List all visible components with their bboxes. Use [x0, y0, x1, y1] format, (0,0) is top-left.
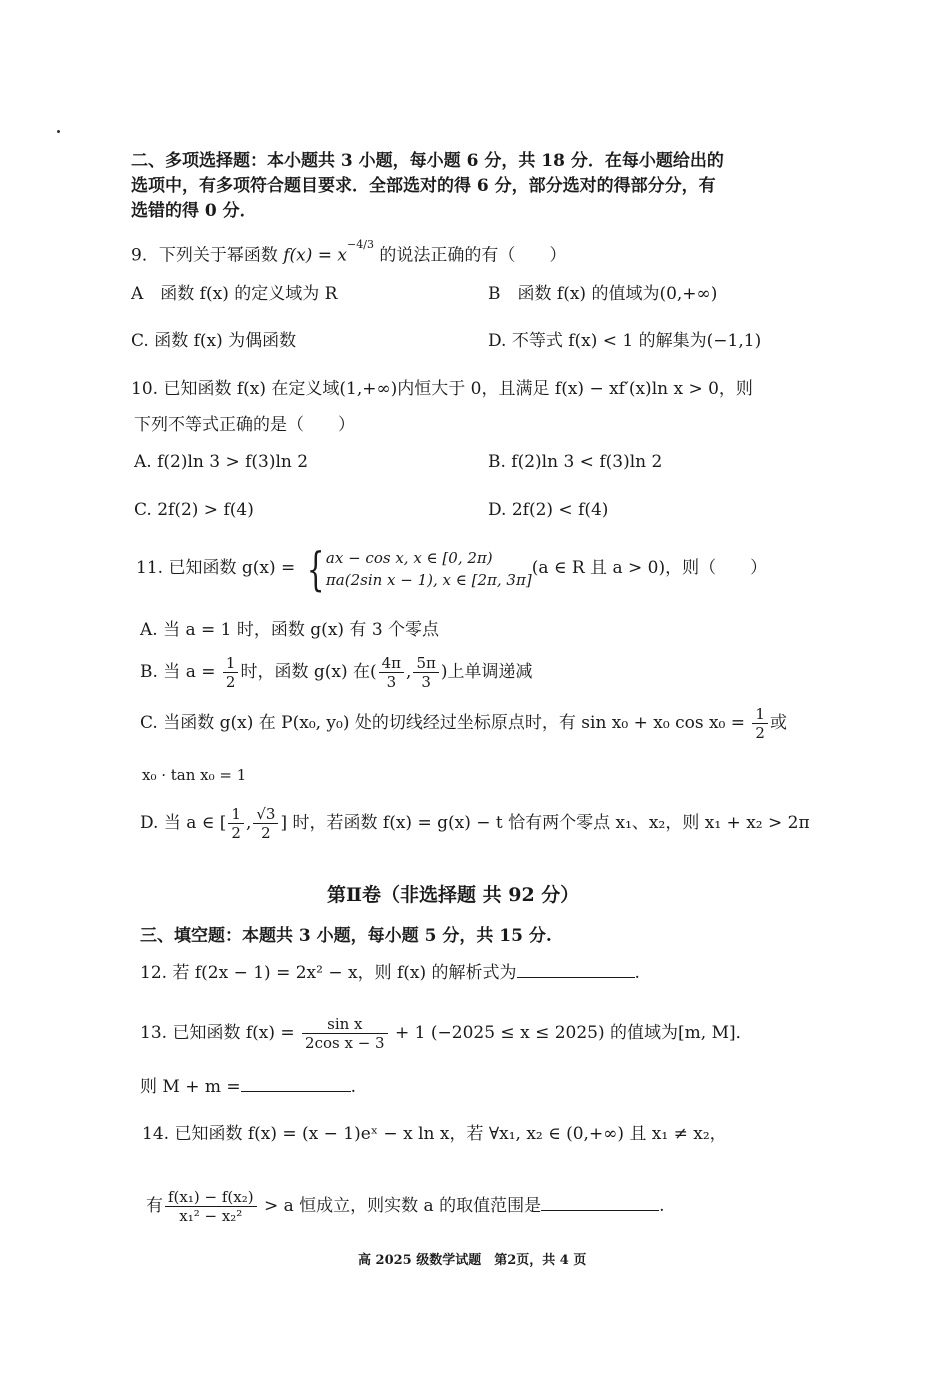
fraction	[752, 705, 768, 742]
left-brace-icon: {	[306, 542, 325, 596]
part2-title: 第Ⅱ卷（非选择题 共 92 分）	[327, 884, 580, 906]
q11-option-d-b: ] 时，若函数 f(x) = g(x) − t 恰有两个零点 x₁、x₂，则 x₁ + x₂ > 2π	[280, 813, 810, 833]
q13-a: 13. 已知函数 f(x) =	[140, 1023, 301, 1043]
q12-text: 12. 若 f(2x − 1) = 2x² − x，则 f(x) 的解析式为	[140, 963, 517, 983]
fraction-denominator: x₁² − x₂²	[179, 1207, 243, 1225]
q11-stem	[136, 542, 768, 596]
q13-line2	[140, 1075, 356, 1098]
q11-option-b-b: 时，函数 g(x) 在(	[240, 662, 377, 682]
fraction-numerator: 1	[228, 805, 244, 824]
answer-blank[interactable]	[517, 961, 635, 978]
fraction	[165, 1188, 257, 1225]
q11-case-2: πa(2sin x − 1), x ∈ [2π, 3π]	[325, 571, 532, 589]
q11-stem-a: 11. 已知函数 g(x) =	[136, 558, 301, 578]
q11-option-d-separator: ,	[245, 813, 252, 833]
q13-end: .	[350, 1077, 357, 1097]
q11-option-d-a: D. 当 a ∈ [	[140, 813, 227, 833]
fraction	[413, 654, 438, 691]
q13-line2-text: 则 M + m =	[140, 1077, 241, 1097]
q10-option-a: A. f(2)ln 3 > f(3)ln 2	[134, 452, 309, 472]
fraction-denominator: 2	[755, 724, 765, 742]
page-footer: 高 2025 级数学试题 第2页，共 4 页	[358, 1253, 587, 1268]
q9-exponent: −4/3	[347, 238, 374, 251]
fraction	[223, 654, 239, 691]
fraction-denominator: 3	[386, 673, 397, 691]
q14-b: > a 恒成立，则实数 a 的取值范围是	[258, 1196, 542, 1216]
q11-option-c-line2: x₀ · tan x₀ = 1	[142, 766, 247, 784]
answer-blank[interactable]	[541, 1194, 659, 1211]
q9-stem	[131, 240, 566, 267]
q10-option-d: D. 2f(2) < f(4)	[488, 500, 609, 520]
q11-option-b-a: B. 当 a =	[140, 662, 221, 682]
fraction-numerator: 1	[223, 654, 239, 673]
q11-case-1: ax − cos x, x ∈ [0, 2π)	[325, 549, 493, 567]
fraction	[253, 805, 278, 842]
q12	[140, 961, 640, 984]
q10-stem-line1: 10. 已知函数 f(x) 在定义域(1,+∞)内恒大于 0，且满足 f(x) − xf′(x)ln x > 0，则	[131, 379, 753, 399]
q12-end: .	[634, 963, 640, 983]
q11-option-a: A. 当 a = 1 时，函数 g(x) 有 3 个零点	[140, 620, 440, 640]
q10-option-b: B. f(2)ln 3 < f(3)ln 2	[488, 452, 663, 472]
q10-stem-line2: 下列不等式正确的是（ ）	[134, 415, 355, 435]
q11-option-c-b: 或	[769, 713, 787, 733]
q11-option-b-c: )上单调递减	[440, 662, 533, 682]
fraction-denominator: 2	[225, 673, 236, 691]
q14-end: .	[659, 1196, 665, 1216]
q9-option-a: A 函数 f(x) 的定义域为 R	[131, 284, 338, 304]
answer-blank[interactable]	[241, 1075, 351, 1092]
speck	[57, 130, 60, 133]
fraction-numerator: 5π	[413, 654, 438, 673]
fraction-numerator: sin x	[302, 1015, 388, 1034]
fraction-denominator: 2	[261, 824, 271, 842]
q14-line1: 14. 已知函数 f(x) = (x − 1)eˣ − x ln x，若 ∀x₁, x₂ ∈ (0,+∞) 且 x₁ ≠ x₂，	[142, 1124, 727, 1144]
q11-stem-b: (a ∈ R 且 a > 0)，则（ ）	[531, 558, 768, 578]
fraction-numerator: 1	[752, 705, 768, 724]
q11-option-d	[140, 803, 810, 843]
fraction-numerator: f(x₁) − f(x₂)	[165, 1188, 257, 1207]
q13	[140, 1010, 753, 1056]
section2-line1: 二、多项选择题：本小题共 3 小题，每小题 6 分，共 18 分．在每小题给出的	[131, 151, 724, 171]
q9-option-c: C. 函数 f(x) 为偶函数	[131, 331, 297, 351]
fraction-numerator: √3	[253, 805, 278, 824]
q11-piecewise	[301, 542, 532, 596]
fraction-numerator: 4π	[379, 654, 404, 673]
fraction-denominator: 2cos x − 3	[305, 1034, 385, 1052]
q10-option-c: C. 2f(2) > f(4)	[134, 500, 254, 520]
q9-stem-a: 9．下列关于幂函数	[131, 245, 284, 266]
q9-option-d: D. 不等式 f(x) < 1 的解集为(−1,1)	[488, 331, 762, 351]
fraction	[379, 654, 404, 691]
q11-option-c-a: C. 当函数 g(x) 在 P(x₀, y₀) 处的切线经过坐标原点时，有 sin x₀ + x₀ cos x₀ =	[140, 713, 751, 733]
section2-line2: 选项中，有多项符合题目要求．全部选对的得 6 分，部分选对的得部分分，有	[131, 176, 716, 196]
q11-cases	[326, 547, 532, 591]
section3-header: 三、填空题：本题共 3 小题，每小题 5 分，共 15 分.	[140, 926, 552, 946]
fraction	[302, 1015, 388, 1052]
fraction	[228, 805, 244, 842]
q14-a: 有	[146, 1196, 163, 1216]
q11-option-c	[140, 703, 787, 743]
q9-option-b: B 函数 f(x) 的值域为(0,+∞)	[488, 284, 718, 304]
q13-b: + 1 (−2025 ≤ x ≤ 2025) 的值域为[m, M]．	[389, 1023, 753, 1043]
q9-func: f(x) = x	[283, 245, 348, 266]
q9-stem-b: 的说法正确的有（ ）	[373, 245, 567, 266]
fraction-denominator: 3	[421, 673, 431, 691]
q11-option-b	[140, 652, 533, 692]
q14-line2	[146, 1183, 665, 1229]
q11-option-b-separator: ,	[406, 662, 412, 682]
fraction-denominator: 2	[231, 824, 241, 842]
section2-line3: 选错的得 0 分．	[131, 201, 257, 221]
